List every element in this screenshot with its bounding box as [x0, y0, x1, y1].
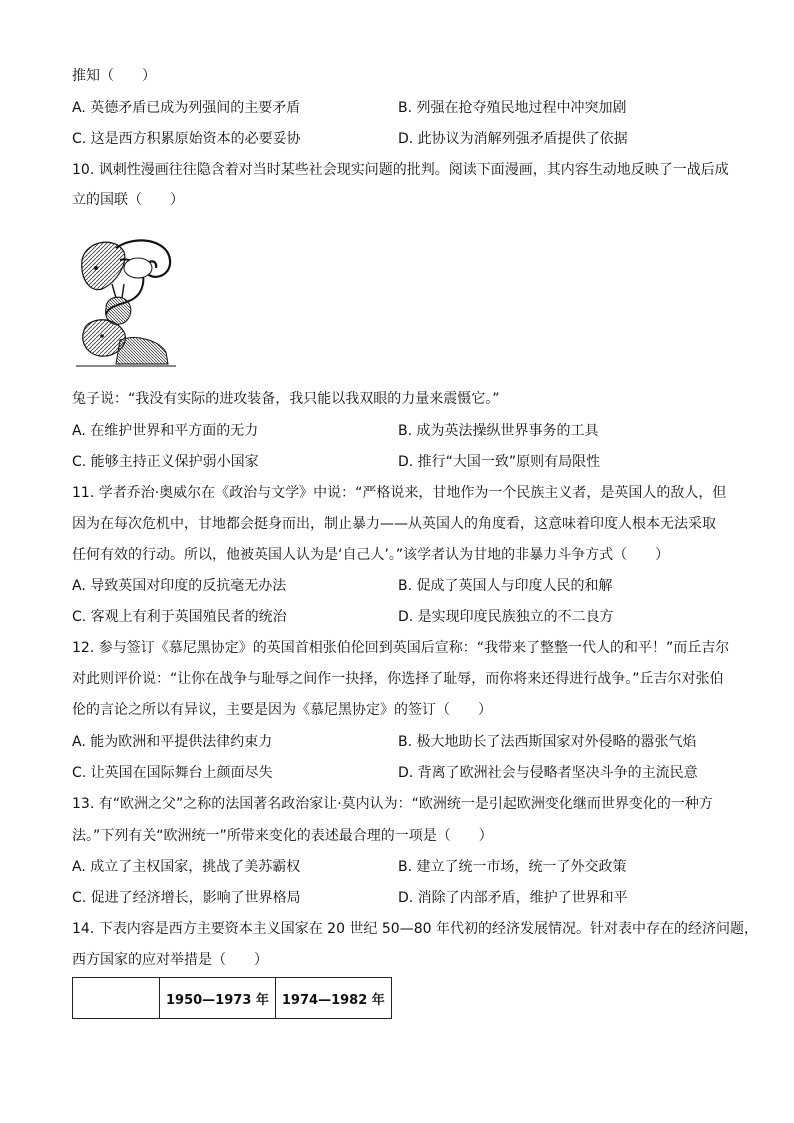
q12-stem-line1: 12. 参与签订《慕尼黑协定》的英国首相张伯伦回到英国后宣称：“我带来了整整一代人的和平！”而丘吉尔	[72, 640, 730, 656]
q11-option-b[interactable]: B. 促成了英国人与印度人民的和解	[398, 578, 613, 594]
table-header-cell: 1950—1973 年	[160, 978, 276, 1019]
q13-option-c[interactable]: C. 促进了经济增长，影响了世界格局	[72, 890, 301, 906]
satirical-cartoon-image	[76, 230, 176, 370]
table-header-cell	[73, 978, 160, 1019]
table-header-cell: 1974—1982 年	[275, 978, 391, 1019]
q11-option-c[interactable]: C. 客观上有利于英国殖民者的统治	[72, 609, 287, 625]
q10-stem-line2: 立的国联（ ）	[72, 192, 184, 208]
q11-stem-line3: 任何有效的行动。所以，他被英国人认为是‘自己人’。”该学者认为甘地的非暴力斗争方式（ ）	[72, 547, 670, 563]
q11-stem-line1: 11. 学者乔治·奥威尔在《政治与文学》中说：“严格说来，甘地作为一个民族主义者，是英国人的敌人，但	[72, 485, 727, 501]
q12-option-d[interactable]: D. 背离了欧洲社会与侵略者坚决斗争的主流民意	[398, 765, 698, 781]
q9-option-d[interactable]: D. 此协议为消解列强矛盾提供了依据	[398, 131, 628, 147]
q10-option-b[interactable]: B. 成为英法操纵世界事务的工具	[398, 423, 599, 439]
q13-option-b[interactable]: B. 建立了统一市场，统一了外交政策	[398, 859, 627, 875]
q9-stem-tail: 推知（ ）	[72, 68, 156, 84]
economic-data-table	[72, 977, 392, 1019]
q12-option-b[interactable]: B. 极大地助长了法西斯国家对外侵略的嚣张气焰	[398, 734, 697, 750]
q11-stem-line2: 因为在每次危机中，甘地都会挺身而出，制止暴力——从英国人的角度看，这意味着印度人根本无法采取	[72, 516, 716, 532]
q10-cartoon-caption: 兔子说：“我没有实际的进攻装备，我只能以我双眼的力量来震慑它。”	[72, 391, 500, 407]
q10-option-c[interactable]: C. 能够主持正义保护弱小国家	[72, 454, 259, 470]
q11-option-d[interactable]: D. 是实现印度民族独立的不二良方	[398, 609, 614, 625]
q12-option-a[interactable]: A. 能为欧洲和平提供法律约束力	[72, 734, 273, 750]
q9-option-c[interactable]: C. 这是西方积累原始资本的必要妥协	[72, 131, 301, 147]
q13-stem-line1: 13. 有“欧洲之父”之称的法国著名政治家让·莫内认为：“欧洲统一是引起欧洲变化继而世界变化的一种方	[72, 796, 713, 812]
q12-option-c[interactable]: C. 让英国在国际舞台上颜面尽失	[72, 765, 273, 781]
q13-option-a[interactable]: A. 成立了主权国家，挑战了美苏霸权	[72, 859, 301, 875]
q12-stem-line3: 伦的言论之所以有异议，主要是因为《慕尼黑协定》的签订（ ）	[72, 702, 492, 718]
table-header-row	[73, 978, 392, 1019]
q14-stem-line2: 西方国家的应对举措是（ ）	[72, 952, 268, 968]
q10-stem-line1: 10. 讽刺性漫画往往隐含着对当时某些社会现实问题的批判。阅读下面漫画，其内容生动地反映了一战后成	[72, 162, 729, 178]
q9-option-a[interactable]: A. 英德矛盾已成为列强间的主要矛盾	[72, 100, 301, 116]
q10-option-a[interactable]: A. 在维护世界和平方面的无力	[72, 423, 259, 439]
q11-option-a[interactable]: A. 导致英国对印度的反抗毫无办法	[72, 578, 287, 594]
q12-stem-line2: 对此则评价说：“让你在战争与耻辱之间作一抉择，你选择了耻辱，而你将来还得进行战争。”丘吉尔对张伯	[72, 671, 724, 687]
q9-option-b[interactable]: B. 列强在抢夺殖民地过程中冲突加剧	[398, 100, 627, 116]
q10-option-d[interactable]: D. 推行“大国一致”原则有局限性	[398, 454, 601, 470]
q14-stem-line1: 14. 下表内容是西方主要资本主义国家在 20 世纪 50—80 年代初的经济发展情况。针对表中存在的经济问题，	[72, 921, 758, 937]
q13-option-d[interactable]: D. 消除了内部矛盾，维护了世界和平	[398, 890, 628, 906]
q13-stem-line2: 法。”下列有关“欧洲统一”所带来变化的表述最合理的一项是（ ）	[72, 828, 493, 844]
